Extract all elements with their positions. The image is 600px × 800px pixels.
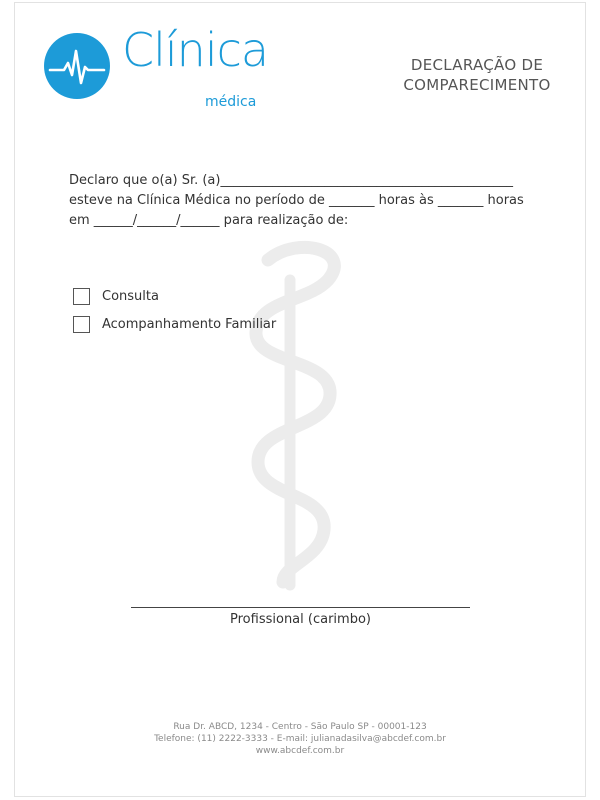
declaration-line-1: Declaro que o(a) Sr. (a)_____________________________________________	[69, 173, 513, 188]
heartbeat-icon	[44, 33, 110, 99]
title-line-2: COMPARECIMENTO	[403, 76, 551, 94]
brand-name: Clínica	[122, 23, 269, 77]
footer-website: www.abcdef.com.br	[255, 746, 345, 756]
page-title	[388, 55, 566, 95]
rod-of-asclepius-icon	[238, 240, 358, 604]
checkbox-acompanhamento[interactable]	[73, 316, 90, 333]
footer-address: Rua Dr. ABCD, 1234 - Centro - São Paulo SP - 00001-123	[173, 722, 427, 732]
declaration-line-2: esteve na Clínica Médica no período de _______ horas às _______ horas	[69, 193, 524, 208]
declaration-line-3: em ______/______/______ para realização de:	[69, 213, 349, 228]
footer	[0, 721, 600, 757]
option-acompanhamento-label: Acompanhamento Familiar	[102, 317, 277, 332]
declaration-text	[69, 171, 539, 231]
title-line-1: DECLARAÇÃO DE	[410, 56, 544, 74]
option-consulta-label: Consulta	[102, 289, 159, 304]
signature-line	[131, 607, 470, 608]
signature-label: Profissional (carimbo)	[230, 612, 371, 627]
option-acompanhamento[interactable]	[73, 316, 276, 333]
option-consulta[interactable]	[73, 288, 159, 305]
checkbox-consulta[interactable]	[73, 288, 90, 305]
brand-subtitle: médica	[205, 94, 257, 110]
footer-contact: Telefone: (11) 2222-3333 - E-mail: julianadasilva@abcdef.com.br	[154, 734, 446, 744]
